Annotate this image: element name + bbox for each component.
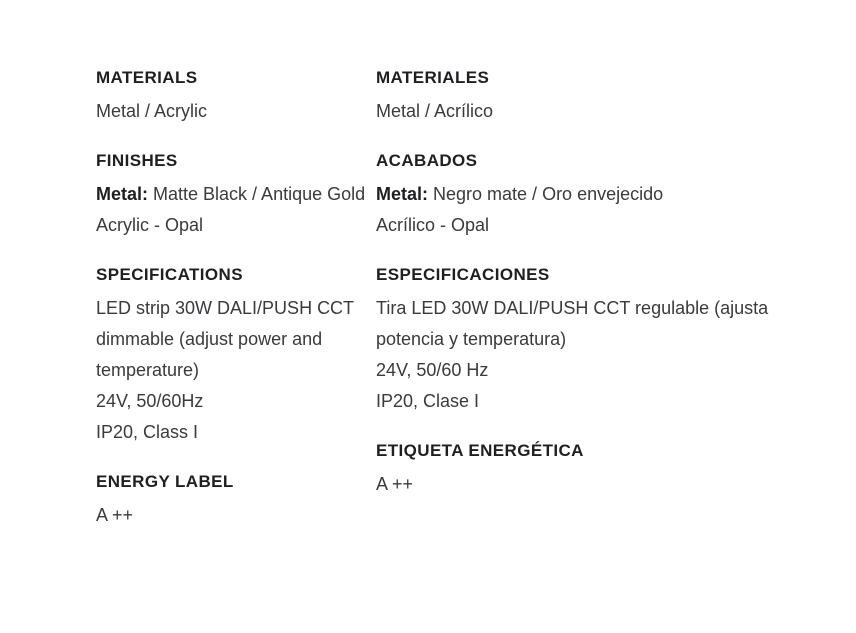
specifications-line2-en: 24V, 50/60Hz xyxy=(96,391,204,411)
finishes-acrylic-line-es: Acrílico - Opal xyxy=(376,215,490,235)
specifications-body-es xyxy=(376,293,836,417)
specifications-heading-en: SPECIFICATIONS xyxy=(96,265,243,284)
finishes-metal-label-es: Metal: xyxy=(376,184,429,204)
finishes-body-es xyxy=(376,179,836,241)
specifications-line1-en: LED strip 30W DALI/PUSH CCT dimmable (adjust power and temperature) xyxy=(96,298,354,380)
finishes-metal-value-en: Matte Black / Antique Gold xyxy=(148,184,366,204)
finishes-heading-en: FINISHES xyxy=(96,151,178,170)
materials-heading-en: MATERIALS xyxy=(96,68,198,87)
finishes-metal-value-es: Negro mate / Oro envejecido xyxy=(428,184,664,204)
specifications-body-en xyxy=(96,293,366,448)
materials-body-en: Metal / Acrylic xyxy=(96,101,208,121)
materials-heading-es: MATERIALES xyxy=(376,68,490,87)
spanish-spec-column xyxy=(376,66,856,531)
energy-label-heading-es: ETIQUETA ENERGÉTICA xyxy=(376,441,584,460)
finishes-body-en xyxy=(96,179,366,241)
specifications-section-en xyxy=(96,263,366,448)
finishes-section-es xyxy=(376,149,836,241)
specifications-line3-en: IP20, Class I xyxy=(96,422,199,442)
energy-label-section-es xyxy=(376,439,836,500)
finishes-heading-es: ACABADOS xyxy=(376,151,478,170)
specifications-line3-es: IP20, Clase I xyxy=(376,391,480,411)
energy-label-body-es: A ++ xyxy=(376,474,414,494)
materials-section-en xyxy=(96,66,366,127)
spec-columns xyxy=(0,66,856,531)
materials-body-es: Metal / Acrílico xyxy=(376,101,494,121)
specifications-heading-es: ESPECIFICACIONES xyxy=(376,265,550,284)
specifications-section-es xyxy=(376,263,836,417)
energy-label-heading-en: ENERGY LABEL xyxy=(96,472,234,491)
materials-section-es xyxy=(376,66,836,127)
english-spec-column xyxy=(0,66,376,531)
finishes-metal-label-en: Metal: xyxy=(96,184,149,204)
specifications-line2-es: 24V, 50/60 Hz xyxy=(376,360,489,380)
finishes-acrylic-line-en: Acrylic - Opal xyxy=(96,215,204,235)
energy-label-section-en xyxy=(96,470,366,531)
finishes-section-en xyxy=(96,149,366,241)
specifications-line1-es: Tira LED 30W DALI/PUSH CCT regulable (ajusta potencia y temperatura) xyxy=(376,298,769,349)
energy-label-body-en: A ++ xyxy=(96,505,134,525)
